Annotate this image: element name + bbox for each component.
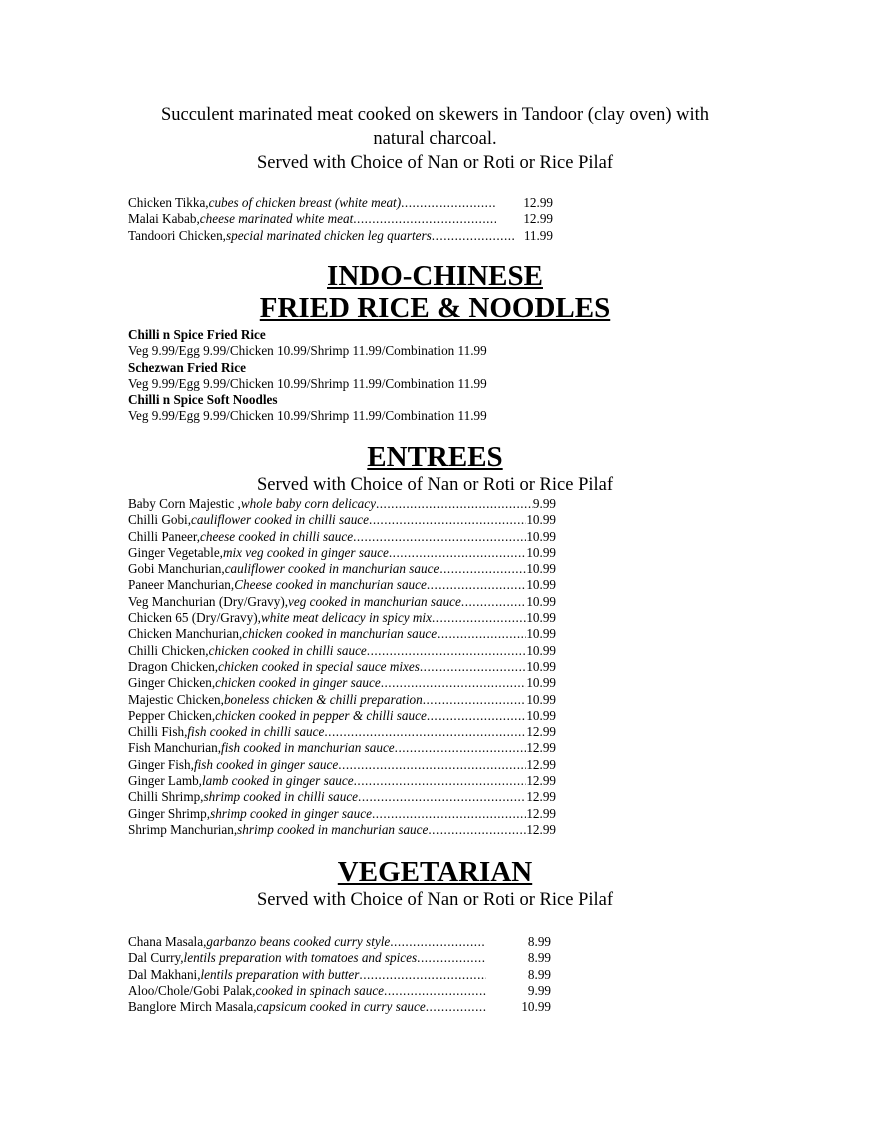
item-price: 10.99 [526, 675, 556, 691]
dot-leader [389, 545, 526, 561]
item-description: cheese cooked in chilli sauce [200, 528, 354, 544]
dot-leader [439, 561, 526, 577]
tandoor-intro [0, 103, 870, 175]
item-name: Banglore Mirch Masala, [128, 999, 257, 1015]
dot-leader [426, 999, 486, 1015]
menu-item [128, 626, 556, 642]
dot-leader [427, 577, 526, 593]
item-price: 10.99 [526, 642, 556, 658]
menu-item [128, 659, 556, 675]
dish-name: Chilli n Spice Fried Rice [128, 327, 266, 342]
dot-leader [367, 643, 527, 659]
item-name: Fish Manchurian, [128, 740, 222, 756]
item-price: 12.99 [526, 724, 556, 740]
section-title-indo-chinese: INDO-CHINESE [327, 260, 543, 292]
menu-item [128, 773, 556, 789]
menu-item [128, 675, 556, 691]
item-name: Chicken 65 (Dry/Gravy), [128, 610, 261, 626]
item-name: Baby Corn Majestic , [128, 496, 241, 511]
item-description: veg cooked in manchurian sauce [288, 593, 461, 609]
menu-item [128, 967, 551, 983]
item-price: 11.99 [523, 227, 553, 243]
dish-prices: Veg 9.99/Egg 9.99/Chicken 10.99/Shrimp 11.99/Combination 11.99 [128, 343, 487, 359]
menu-item [128, 228, 553, 244]
item-price: 10.99 [526, 593, 556, 609]
indo-chinese-list [128, 327, 487, 425]
dot-leader [427, 708, 527, 724]
dot-leader [390, 934, 486, 950]
menu-item [128, 561, 556, 577]
item-price: 10.99 [526, 691, 556, 707]
item-price: 10.99 [526, 577, 556, 593]
item-name: Chicken Manchurian, [128, 626, 243, 642]
item-name: Chilli Paneer, [128, 528, 200, 544]
dot-leader [432, 228, 516, 244]
item-name: Tandoori Chicken, [128, 227, 226, 243]
section-title-vegetarian: VEGETARIAN [337, 856, 533, 888]
tandoor-list [128, 195, 553, 244]
item-price: 12.99 [526, 789, 556, 805]
item-description: shrimp cooked in manchurian sauce [237, 821, 429, 837]
item-name: Chilli Fish, [128, 724, 188, 740]
item-description: whole baby corn delicacy [240, 496, 376, 511]
item-name: Ginger Lamb, [128, 773, 202, 789]
item-price: 12.99 [526, 740, 556, 756]
menu-item [128, 211, 553, 227]
item-name: Ginger Shrimp, [128, 805, 211, 821]
entrees-list [128, 496, 556, 838]
dish-prices: Veg 9.99/Egg 9.99/Chicken 10.99/Shrimp 11.99/Combination 11.99 [128, 375, 487, 391]
dot-leader [358, 789, 526, 805]
dot-leader [428, 822, 526, 838]
item-description: cooked in spinach sauce [255, 982, 385, 998]
item-name: Chicken Tikka, [128, 195, 209, 210]
item-price: 12.99 [526, 756, 556, 772]
dot-leader [353, 529, 526, 545]
item-description: fish cooked in manchurian sauce [221, 740, 395, 756]
section-title-entrees: ENTREES [367, 441, 503, 473]
item-name: Shrimp Manchurian, [128, 821, 238, 837]
item-name: Malai Kabab, [128, 211, 200, 227]
menu-item [128, 577, 556, 593]
item-description: chicken cooked in chilli sauce [208, 642, 367, 658]
item-name: Ginger Chicken, [128, 675, 216, 691]
item-description: lamb cooked in ginger sauce [201, 773, 354, 789]
menu-item [128, 643, 556, 659]
item-description: garbanzo beans cooked curry style [206, 934, 391, 949]
dot-leader [353, 211, 496, 227]
dot-leader [423, 692, 527, 708]
item-description: chicken cooked in pepper & chilli sauce [215, 707, 427, 723]
item-description: chicken cooked in special sauce mixes [218, 658, 420, 674]
item-price: 10.99 [526, 707, 556, 723]
item-name: Chana Masala, [128, 934, 207, 949]
item-description: fish cooked in chilli sauce [187, 724, 325, 740]
menu-item [128, 740, 556, 756]
item-description: cheese marinated white meat [199, 211, 354, 227]
item-price: 12.99 [526, 805, 556, 821]
item-name: Ginger Vegetable, [128, 544, 223, 560]
menu-item [128, 692, 556, 708]
item-price: 10.99 [526, 528, 556, 544]
menu-item [128, 195, 553, 211]
menu-item [128, 950, 551, 966]
item-price: 12.99 [526, 773, 556, 789]
dish-prices: Veg 9.99/Egg 9.99/Chicken 10.99/Shrimp 11.99/Combination 11.99 [128, 408, 487, 424]
dish-name: Chilli n Spice Soft Noodles [128, 392, 278, 408]
menu-item [128, 545, 556, 561]
item-name: Chilli Chicken, [128, 642, 209, 658]
menu-item [128, 757, 556, 773]
dot-leader [324, 724, 526, 740]
dot-leader [354, 773, 527, 789]
menu-item [128, 512, 556, 528]
item-description: lentils preparation with tomatoes and spices [183, 950, 418, 966]
dot-leader [395, 740, 527, 756]
item-price: 10.99 [526, 658, 556, 674]
menu-item [128, 983, 551, 999]
menu-item [128, 529, 556, 545]
item-description: lentils preparation with butter [200, 966, 360, 982]
menu-item [128, 822, 556, 838]
vegetarian-subtitle: Served with Choice of Nan or Roti or Rice Pilaf [256, 890, 614, 910]
item-description: shrimp cooked in ginger sauce [210, 805, 372, 821]
item-price: 9.99 [527, 982, 551, 998]
item-description: special marinated chicken leg quarters [225, 227, 432, 243]
dot-leader [338, 757, 526, 773]
menu-item [128, 934, 551, 950]
item-name: Aloo/Chole/Gobi Palak, [128, 982, 256, 998]
item-name: Dragon Chicken, [128, 658, 219, 674]
item-description: cauliflower cooked in manchurian sauce [224, 561, 440, 577]
item-name: Pepper Chicken, [128, 707, 216, 723]
item-name: Chilli Gobi, [128, 512, 192, 528]
dot-leader [384, 983, 486, 999]
item-name: Gobi Manchurian, [128, 561, 225, 577]
dot-leader [437, 626, 526, 642]
item-description: Cheese cooked in manchurian sauce [234, 577, 427, 593]
dot-leader [381, 675, 527, 691]
item-price: 8.99 [527, 966, 551, 982]
item-price: 8.99 [527, 934, 551, 949]
item-name: Dal Curry, [128, 950, 184, 966]
vegetarian-list [128, 934, 551, 1015]
dot-leader [376, 496, 533, 512]
menu-item [128, 708, 556, 724]
menu-item [128, 999, 551, 1015]
menu-item [128, 496, 556, 512]
item-description: capsicum cooked in curry sauce [256, 999, 426, 1015]
dot-leader [369, 512, 526, 528]
item-description: fish cooked in ginger sauce [193, 756, 339, 772]
item-description: cauliflower cooked in chilli sauce [191, 512, 370, 528]
item-price: 12.99 [523, 195, 553, 210]
menu-item [128, 610, 556, 626]
dot-leader [432, 610, 526, 626]
item-description: chicken cooked in ginger sauce [215, 675, 381, 691]
item-name: Majestic Chicken, [128, 691, 224, 707]
item-price: 10.99 [526, 610, 556, 626]
item-price: 10.99 [526, 626, 556, 642]
menu-item [128, 724, 556, 740]
menu-item [128, 806, 556, 822]
dot-leader [359, 967, 486, 983]
dish-name: Schezwan Fried Rice [128, 359, 246, 375]
intro-line-2: natural charcoal. [373, 129, 497, 149]
item-description: boneless chicken & chilli preparation [223, 691, 423, 707]
intro-line-1: Succulent marinated meat cooked on skewers in Tandoor (clay oven) with [160, 105, 710, 125]
dot-leader [420, 659, 526, 675]
item-price: 12.99 [523, 211, 553, 227]
item-description: cubes of chicken breast (white meat) [208, 195, 402, 210]
dot-leader [372, 806, 526, 822]
item-description: white meat delicacy in spicy mix [260, 610, 432, 626]
menu-item [128, 789, 556, 805]
intro-line-3: Served with Choice of Nan or Roti or Rice Pilaf [256, 153, 614, 173]
dot-leader [417, 950, 486, 966]
item-price: 10.99 [521, 999, 551, 1015]
item-description: mix veg cooked in ginger sauce [222, 544, 389, 560]
item-name: Paneer Manchurian, [128, 577, 235, 593]
dot-leader [461, 594, 526, 610]
item-price: 8.99 [527, 950, 551, 966]
item-name: Ginger Fish, [128, 756, 194, 772]
menu-item [128, 594, 556, 610]
item-name: Veg Manchurian (Dry/Gravy), [128, 593, 289, 609]
item-price: 10.99 [526, 512, 556, 528]
item-name: Dal Makhani, [128, 966, 201, 982]
item-price: 9.99 [532, 496, 556, 511]
item-price: 10.99 [526, 561, 556, 577]
item-description: shrimp cooked in chilli sauce [203, 789, 359, 805]
item-name: Chilli Shrimp, [128, 789, 204, 805]
item-price: 12.99 [526, 821, 556, 837]
dot-leader [401, 195, 496, 211]
entrees-subtitle: Served with Choice of Nan or Roti or Rice Pilaf [256, 475, 614, 495]
section-title-fried-rice-noodles: FRIED RICE & NOODLES [259, 292, 611, 324]
item-description: chicken cooked in manchurian sauce [242, 626, 438, 642]
item-price: 10.99 [526, 544, 556, 560]
